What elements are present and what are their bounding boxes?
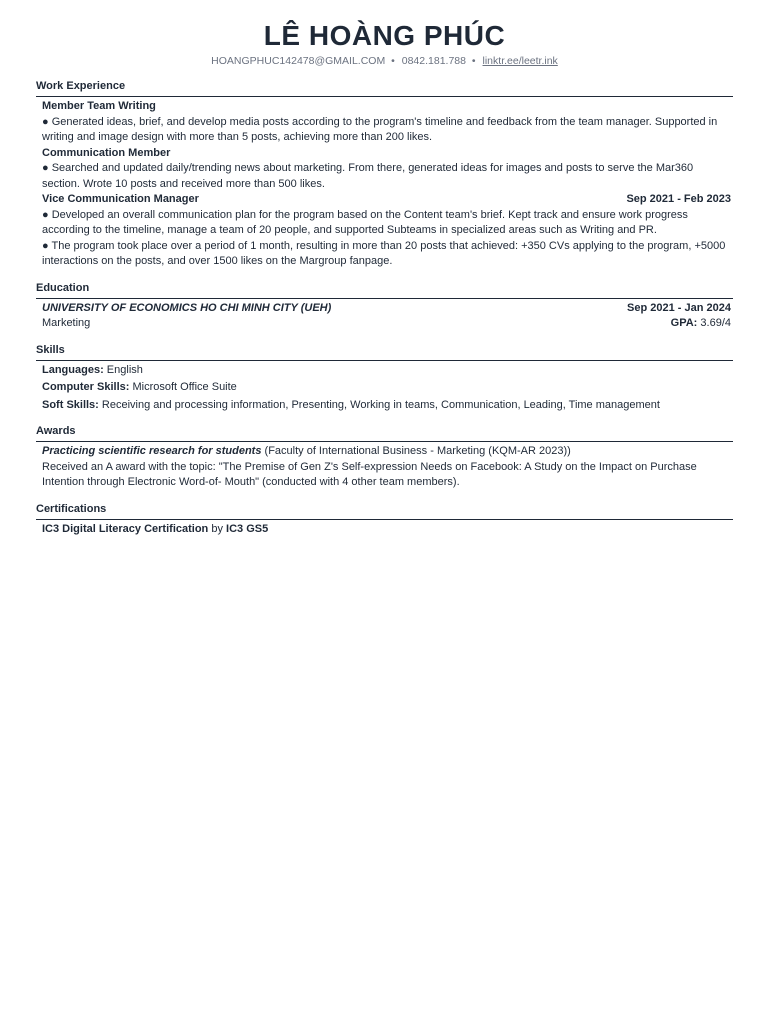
certifications-section (36, 503, 733, 538)
skill-item (42, 380, 731, 396)
school-name: UNIVERSITY OF ECONOMICS HO CHI MINH CITY (UEH) (42, 301, 332, 314)
certification-name: IC3 Digital Literacy Certification (42, 522, 209, 535)
resume-header (36, 0, 733, 68)
contact-line (36, 54, 733, 68)
section-heading-awards: Awards (36, 425, 733, 442)
email-text: HOANGPHUC142478@GMAIL.COM (211, 55, 386, 67)
skills-section (36, 344, 733, 414)
section-heading-certifications: Certifications (36, 503, 733, 520)
major-text: Marketing (42, 317, 91, 329)
separator-dot: • (391, 55, 395, 67)
skills-list (36, 363, 733, 414)
job-bullet: ● The program took place over a period of 1 month, resulting in more than 20 posts that achieved: +350 CVs applying to the program, +5000 interactions on the posts, and over 1500 likes on the Margroup fanpage. (42, 239, 726, 267)
skill-item (42, 398, 731, 414)
separator-dot: • (471, 55, 476, 67)
job-date: Sep 2021 - Feb 2023 (626, 193, 731, 205)
education-date: Sep 2021 - Jan 2024 (627, 301, 731, 314)
job-bullet: ● Developed an overall communication plan for the program based on the Content team's brief. Kept track and ensure work progress according to the timeline, manage a team of 20 people, and supported Subteams in specialized areas such as Writing and PR. (42, 208, 688, 236)
award-title: Practicing scientific research for students (42, 445, 262, 457)
skill-label: Languages: (42, 363, 104, 376)
work-entry (36, 99, 733, 146)
award-description: Received an A award with the topic: "The Premise of Gen Z's Self-expression Needs on Facebook: A Study on the Impact on Purchase Intention through Electronic Word-of- Mouth" (conducted with 4 other team members). (42, 460, 697, 488)
award-heading (42, 444, 731, 460)
job-role: Member Team Writing (42, 100, 156, 112)
section-heading-work-experience: Work Experience (36, 80, 733, 97)
phone-text: 0842.181.788 (401, 55, 466, 67)
education-section (36, 282, 733, 332)
job-bullet: ● Searched and updated daily/trending news about marketing. From there, generated ideas for images and posts to serve the Mar360 section. Wrote 10 posts and received more than 500 likes. (42, 162, 694, 190)
awards-section (36, 425, 733, 491)
skill-value: English (106, 363, 143, 376)
skill-label: Computer Skills: (42, 381, 130, 393)
award-org: (Faculty of International Business - Marketing (KQM-AR 2023)) (264, 445, 571, 457)
candidate-name: LÊ HOÀNG PHÚC (263, 20, 506, 51)
work-entry (36, 192, 733, 270)
profile-link[interactable]: linktr.ee/leetr.ink (482, 55, 558, 67)
job-bullet: ● Generated ideas, brief, and develop media posts according to the program's timeline and feedback from the team manager. Supported in writing and image design with more than 5 posts, achieving more than 200 likes. (42, 115, 718, 143)
skill-label: Soft Skills: (42, 398, 99, 411)
certification-issuer: IC3 GS5 (226, 522, 269, 535)
job-role: Vice Communication Manager (42, 193, 199, 205)
gpa (671, 316, 731, 332)
skill-item (42, 363, 731, 379)
gpa-value: 3.69/4 (700, 317, 731, 329)
skill-value: Microsoft Office Suite (132, 381, 237, 393)
certification-entry (36, 522, 733, 538)
skill-value: Receiving and processing information, Presenting, Working in teams, Communication, Leading, Time management (101, 398, 660, 411)
certification-line (42, 522, 731, 538)
gpa-label: GPA: (670, 317, 698, 329)
job-role: Communication Member (42, 146, 171, 159)
section-heading-skills: Skills (36, 344, 733, 361)
award-entry (36, 444, 733, 491)
certification-by: by (211, 522, 223, 535)
work-experience-section (36, 80, 733, 270)
section-heading-education: Education (36, 282, 733, 299)
work-entry (36, 146, 733, 193)
education-entry (36, 301, 733, 332)
